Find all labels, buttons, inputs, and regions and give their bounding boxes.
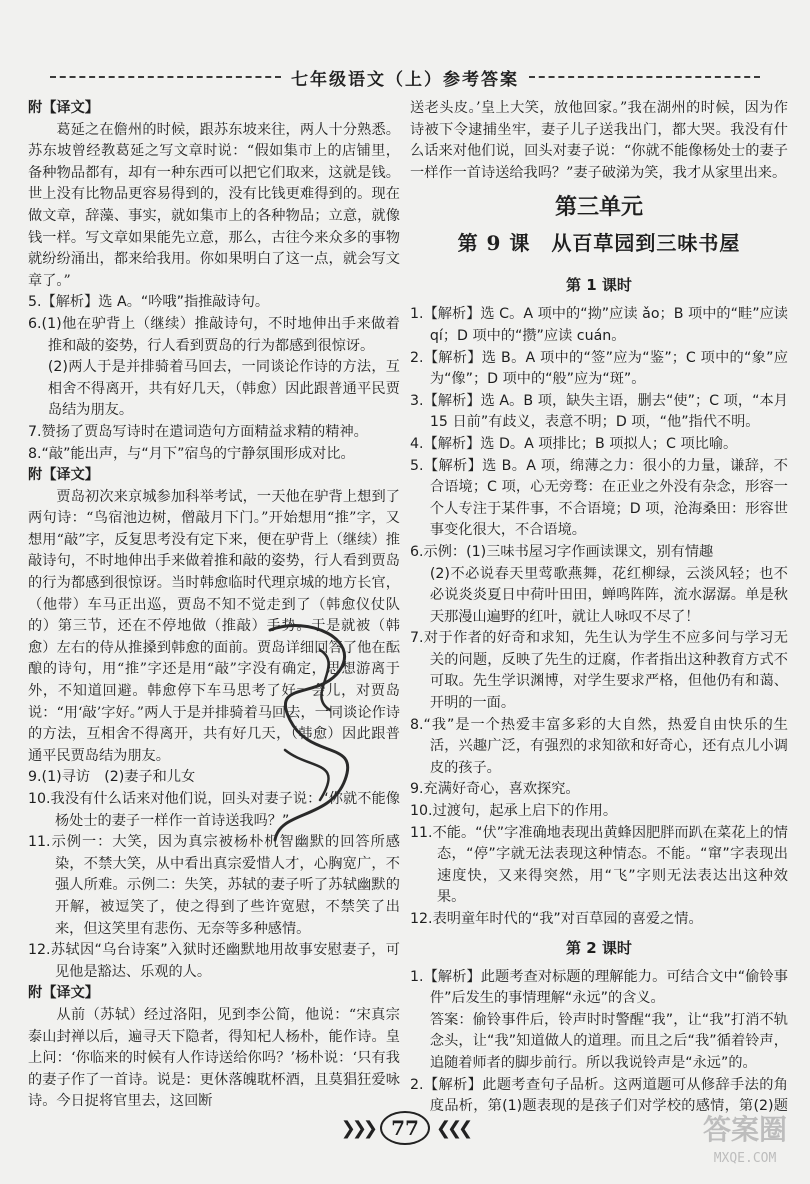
answer-paragraph: 10.我没有什么话来对他们说，回头对妻子说：“你就不能像杨处士的妻子一样作一首诗送我吗？”: [28, 791, 400, 829]
watermark-logo: [690, 1110, 800, 1180]
answer-paragraph: 附【译文】: [28, 100, 99, 116]
unit-heading: 第三单元: [554, 195, 643, 221]
watermark-main: 答案圈: [702, 1113, 787, 1146]
answer-paragraph: 3.【解析】选 A。B 项，缺失主语，删去“使”；C 项，“本月 15 日前”有歧义，表意不明；D 项，“他”指代不明。: [410, 392, 788, 431]
answer-paragraph: 10.过渡句，起承上启下的作用。: [410, 803, 618, 820]
page-footer: [330, 1110, 480, 1146]
answer-paragraph: 2.【解析】此题考查句子品析。这两道题可从修辞手法的角度品析，第(1)题表现的是孩子们对学校的感情，第(2)题: [410, 1076, 788, 1115]
chevron-left-icon: ❮❮❮: [436, 1117, 470, 1139]
answer-paragraph: 9.充满好奇心，喜欢探究。: [410, 781, 580, 798]
header-dashed-rule-left: [50, 76, 281, 78]
header-title: 七年级语文（上）参考答案: [291, 69, 519, 90]
answer-paragraph: 附【译文】: [28, 467, 99, 484]
chevron-right-icon: ❯❯❯: [340, 1117, 374, 1139]
answer-paragraph: 答案：偷铃事件后，铃声时时警醒“我”，让“我”打消不轨念头，让“我”知道做人的道理。而且之后“我”循着铃声，追随着师者的脚步前行。所以我说铃声是“永远”的。: [429, 1011, 788, 1071]
page-number: 77: [380, 1111, 430, 1145]
translation-continued: [410, 98, 788, 184]
answer-paragraph: 葛延之在儋州的时候，跟苏东坡来往，两人十分熟悉。苏东坡曾经教葛延之写文章时说：“假如集市上的店铺里，备种物品都有，却有一种东西可以把它们取来，这就是钱。世上没有比物品更容易得到的，没有比钱更难得到的。现在做文章，辞藻、事实，就如集市上的各种物品；立意，就像钱一样。写文章如果能先立意，那么，古往今来众多的事物就纷纷涌出，都来给我用。你如果明白了这一点，就会写文章了。”: [28, 121, 400, 289]
answer-paragraph: 4.【解析】选 D。A 项排比；B 项拟人；C 项比喻。: [410, 435, 738, 452]
left-column: [28, 98, 400, 1118]
answer-paragraph: 7.对于作者的好奇和求知，先生认为学生不应多问与学习无关的问题，反映了先生的迂腐，作者指出这种教育方式不可取。先生学识渊博，对学生要求严格，但他仍有和蔼、开明的一面。: [410, 630, 788, 712]
page-header: [40, 62, 770, 92]
answer-paragraph: 8.“敲”能出声，与“月下”宿鸟的宁静氛围形成对比。: [28, 445, 355, 462]
session-1-answers: [410, 304, 788, 930]
answer-paragraph: (2)两人于是并排骑着马回去，一同谈论作诗的方法，互相舍不得离开，共有好几天，（韩愈）因此跟普通平民贾岛结为朋友。: [47, 359, 400, 419]
header-dashed-rule-right: [529, 76, 760, 78]
answer-paragraph: 12.表明童年时代的“我”对百草园的喜爱之情。: [410, 911, 703, 927]
answer-paragraph: 贾岛初次来京城参加科举考试，一天他在驴背上想到了两句诗：“鸟宿池边树，僧敲月下门。”开始想用“推”字，又想用“敲”字，反复思考没有定下来，便在驴背上（继续）推敲诗句，不时地伸出手来做着推和敲的姿势，行人看到贾岛的行为都感到很惊讶。当时韩愈临时代理京城的地方长官，（他带）车马正出巡，贾岛不知不觉走到了（韩愈仪仗队的）第三节，还在不停地做（推敲）手势。于是就被（韩愈）左右的侍从推搡到韩愈的面前。贾岛详细回答了他在酝酿的诗句，用“推”字还是用“敲”字没有确定，思想游离于外，不知道回避。韩愈停下车马思考了好一会儿，对贾岛说：“用‘敲’字好。”两人于是并排骑着马回去，一同谈论作诗的方法，互相舍不得离开，共有好几天，（韩愈）因此跟普通平民贾岛结为朋友。: [28, 488, 400, 764]
right-column: [410, 98, 788, 1118]
answer-paragraph: 9.(1)寻访 (2)妻子和儿女: [28, 769, 196, 786]
answer-paragraph: 8.“我”是一个热爱丰富多彩的大自然，热爱自由快乐的生活，兴趣广泛，有强烈的求知欲和好奇心，还有点儿小调皮的孩子。: [410, 716, 788, 776]
session-2-answers: [410, 967, 788, 1118]
answer-paragraph: 12.苏轼因“乌台诗案”入狱时还幽默地用故事安慰妻子，可见他是豁达、乐观的人。: [28, 942, 400, 980]
answer-paragraph: (2)不必说春天里莺歌燕舞，花红柳绿，云淡风轻；也不必说炎炎夏日中荷叶田田，蝉鸣阵阵，流水潺潺。单是秋天那漫山遍野的红叶，就让人咏叹不尽了！: [429, 565, 788, 625]
answer-paragraph: 1.【解析】此题考查对标题的理解能力。可结合文中“偷铃事件”后发生的事情理解“永远”的含义。: [410, 968, 788, 1007]
session-1-heading: 第 1 课时: [566, 276, 632, 295]
session-2-heading: 第 2 课时: [566, 938, 632, 957]
answer-paragraph: 2.【解析】选 B。A 项中的“签”应为“鉴”；C 项中的“象”应为“像”；D 项中的“般”应为“斑”。: [410, 349, 788, 388]
answer-paragraph: 从前（苏轼）经过洛阳，见到李公简，他说：“宋真宗泰山封禅以后，遍寻天下隐者，得知杞人杨朴，能作诗。皇上问：‘你临来的时候有人作诗送给你吗？’杨朴说：‘只有我的妻子作了一首诗。说是：更休落魄耽杯酒，且莫猖狂爱咏诗。今日捉将官里去，这回断: [28, 1006, 400, 1110]
answer-paragraph: 5.【解析】选 B。A 项，绵薄之力：很小的力量，谦辞，不合语境；C 项，心无旁骛：在正业之外没有杂念，形容一个人专注于某件事，不合语境；D 项，沧海桑田：形容世事变化很大，不合语境。: [410, 457, 788, 539]
lesson-heading: 第 9 课 从百草园到三味书屋: [457, 231, 741, 256]
answer-paragraph: 5.【解析】选 A。“吟哦”指推敲诗句。: [28, 294, 270, 311]
answer-paragraph: 11.不能。“伏”字准确地表现出黄蜂因肥胖而趴在菜花上的情态，“停”字就无法表现这种情态。不能。“窜”字表现出速度快，又来得突然，用“飞”字则无法表达出这种效果。: [410, 824, 788, 906]
answer-paragraph: 11.示例一：大笑，因为真宗被杨朴机智幽默的回答所感染，不禁大笑，从中看出真宗爱惜人才，心胸宽广，不强人所难。示例二：失笑，苏轼的妻子听了苏轼幽默的开解，被逗笑了，使之得到了些许宽慰，不禁笑了出来，但这笑里有悲伤、无奈等多种感情。: [28, 834, 400, 937]
answer-paragraph: 7.赞扬了贾岛写诗时在遣词造句方面精益求精的精神。: [28, 423, 368, 440]
answer-paragraph: 1.【解析】选 C。A 项中的“拗”应读 ǎo；B 项中的“畦”应读 qí；D 项中的“攒”应读 cuán。: [410, 306, 788, 344]
watermark-url: MXQE.COM: [713, 1151, 777, 1166]
answer-paragraph: 6.(1)他在驴背上（继续）推敲诗句，不时地伸出手来做着推和敲的姿势，行人看到贾岛的行为都感到很惊讶。: [28, 315, 400, 354]
answer-paragraph: 附【译文】: [28, 985, 99, 1002]
answer-paragraph: 6.示例：(1)三味书屋习字作画读课文，别有情趣: [410, 543, 714, 560]
translation-paragraph: 送老头皮。’皇上大笑，放他回家。”我在湖州的时候，因为作诗被下令逮捕坐牢，妻子儿子送我出门，都大哭。我没有什么话来对他们说，回头对妻子说：“你就不能像杨处士的妻子一样作一首诗送给我吗？”妻子破涕为笑，我才从家里出来。: [410, 100, 788, 181]
